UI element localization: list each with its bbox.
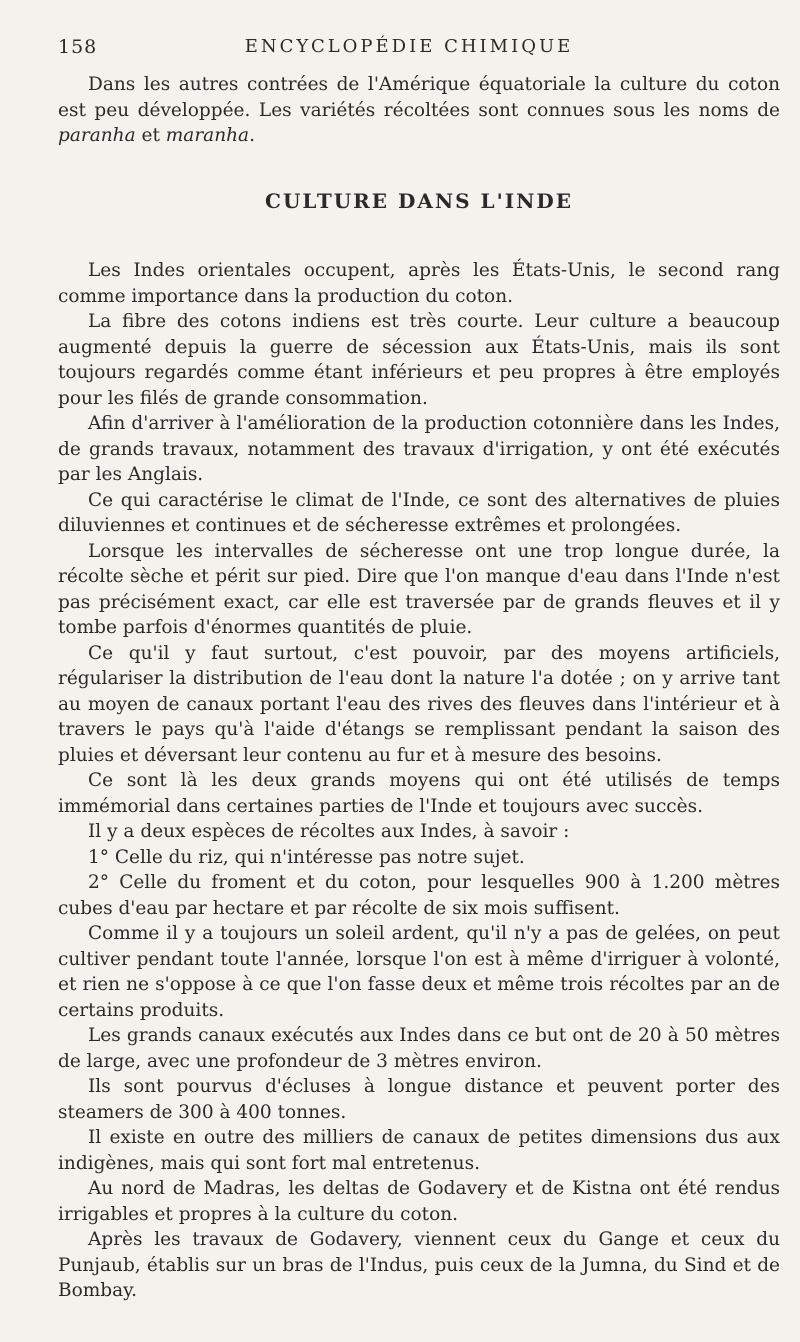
intro-paragraph [58, 72, 780, 149]
paragraph: La fibre des cotons indiens est très courte. Leur culture a beaucoup augmenté depuis la guerre de sécession aux États-Unis, mais ils sont toujours regardés comme étant inférieurs et peu propres à être employés pour les filés de grande consommation. [58, 311, 780, 409]
list-item: 1° Celle du riz, qui n'intéresse pas notre sujet. [88, 846, 525, 868]
paragraph: Comme il y a toujours un soleil ardent, qu'il n'y a pas de gelées, on peut cultiver pendant toute l'année, lorsque l'on est à même d'irriguer à volonté, et rien ne s'oppose à ce que l'on fasse deux et même trois récoltes par an de certains produits. [58, 923, 780, 1021]
page-header [58, 36, 760, 60]
body-text [58, 72, 780, 1304]
paragraph: Il existe en outre des milliers de canaux de petites dimensions dus aux indigènes, mais qui sont fort mal entretenus. [58, 1127, 780, 1174]
paragraph: Les grands canaux exécutés aux Indes dans ce but ont de 20 à 50 mètres de large, avec une profondeur de 3 mètres environ. [58, 1025, 780, 1072]
variety-maranha: maranha [165, 125, 250, 146]
page-number: 158 [58, 36, 98, 58]
paragraph: Ce qui caractérise le climat de l'Inde, ce sont des alternatives de pluies diluviennes et continues et de sécheresse extrêmes et prolongées. [58, 489, 780, 536]
paragraph: Les Indes orientales occupent, après les États-Unis, le second rang comme importance dans la production du coton. [58, 260, 780, 307]
paragraph: Lorsque les intervalles de sécheresse ont une trop longue durée, la récolte sèche et périt sur pied. Dire que l'on manque d'eau dans l'Inde n'est pas précisément exact, car elle est traversée par de grands fleuves et il y tombe parfois d'énormes quantités de pluie. [58, 540, 780, 638]
list-item: 2° Celle du froment et du coton, pour lesquelles 900 à 1.200 mètres cubes d'eau par hectare et par récolte de six mois suffisent. [58, 872, 780, 919]
intro-connector: et [135, 125, 166, 146]
intro-text: Dans les autres contrées de l'Amérique équatoriale la culture du coton est peu développée. Les variétés récoltées sont connues sous les noms de [58, 74, 780, 121]
paragraph: Il y a deux espèces de récoltes aux Indes, à savoir : [88, 821, 570, 842]
section-heading: CULTURE DANS L'INDE [265, 188, 573, 213]
running-title: ENCYCLOPÉDIE CHIMIQUE [244, 36, 574, 57]
paragraph: Ils sont pourvus d'écluses à longue distance et peuvent porter des steamers de 300 à 400 tonnes. [58, 1076, 780, 1123]
paragraph: Afin d'arriver à l'amélioration de la production cotonnière dans les Indes, de grands travaux, notamment des travaux d'irrigation, y ont été exécutés par les Anglais. [58, 413, 780, 485]
intro-end: . [249, 125, 255, 146]
paragraph: Ce qu'il y faut surtout, c'est pouvoir, par des moyens artificiels, régulariser la distribution de l'eau dont la nature l'a dotée ; on y arrive tant au moyen de canaux portant l'eau des rives des fleuves dans l'intérieur et à travers le pays qu'à l'aide d'étangs se remplissant pendant la saison des pluies et déversant leur contenu au fur et à mesure des besoins. [58, 642, 780, 766]
paragraph: Ce sont là les deux grands moyens qui ont été utilisés de temps immémorial dans certaines parties de l'Inde et toujours avec succès. [58, 770, 780, 817]
paragraph: Après les travaux de Godavery, viennent ceux du Gange et ceux du Punjaub, établis sur un bras de l'Indus, puis ceux de la Jumna, du Sind et de Bombay. [58, 1229, 780, 1301]
paragraph: Au nord de Madras, les deltas de Godavery et de Kistna ont été rendus irrigables et propres à la culture du coton. [58, 1178, 780, 1225]
variety-paranha: paranha [58, 125, 136, 146]
